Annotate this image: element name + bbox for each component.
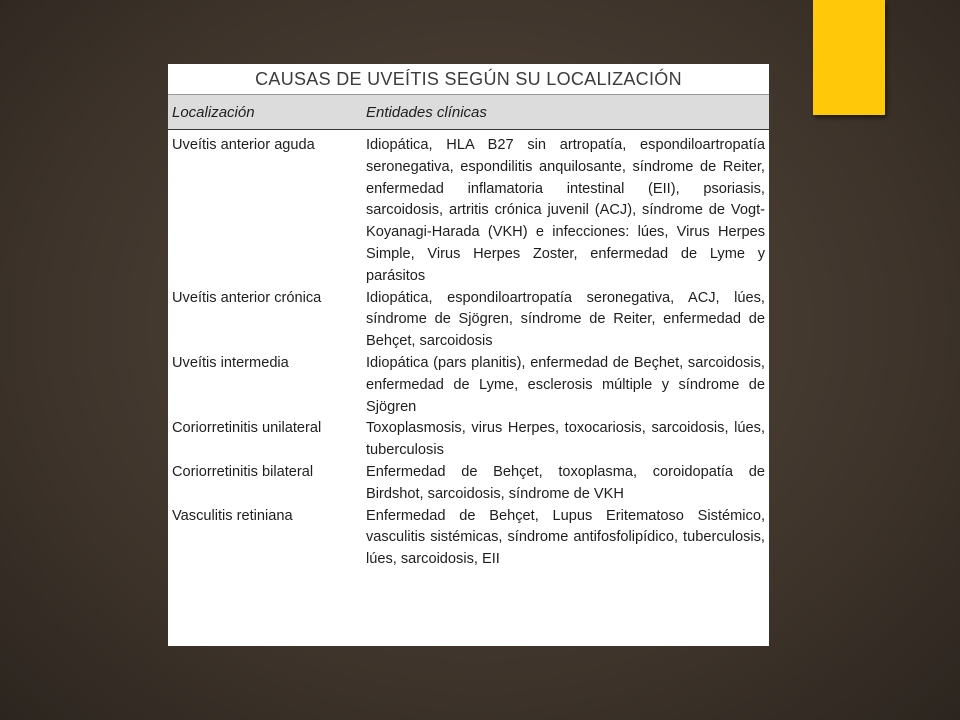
- accent-block: [813, 0, 885, 115]
- header-entities: Entidades clínicas: [366, 103, 487, 121]
- row-entities: Idiopática, espondiloartropatía seronegativa, ACJ, lúes, síndrome de Sjögren, síndrome de Reiter, enfermedad de Behçet, sarcoidosis: [366, 289, 765, 350]
- row-location: Uveítis intermedia: [172, 354, 289, 371]
- row-entities: Idiopática, HLA B27 sin artropatía, espondiloartropatía seronegativa, espondilitis anquilosante, síndrome de Reiter, enfermedad inflamatoria intestinal (EII), psoriasis, sarcoidosis, artritis crónica juvenil (ACJ), síndrome de Vogt-Koyanagi-Harada (VKH) e infecciones: lúes, Virus Herpes Simple, Virus Herpes Zoster, enfermedad de Lyme y parásitos: [366, 137, 765, 284]
- table-title: CAUSAS DE UVEÍTIS SEGÚN SU LOCALIZACIÓN: [168, 64, 769, 95]
- causes-table: [168, 64, 769, 646]
- row-entities: Enfermedad de Behçet, toxoplasma, coroidopatía de Birdshot, sarcoidosis, síndrome de VKH: [366, 463, 765, 502]
- table-row: [168, 353, 769, 418]
- row-entities: Toxoplasmosis, virus Herpes, toxocariosis, sarcoidosis, lúes, tuberculosis: [366, 420, 765, 459]
- row-location: Uveítis anterior crónica: [172, 289, 322, 306]
- row-entities: Enfermedad de Behçet, Lupus Eritematoso Sistémico, vasculitis sistémicas, síndrome antifosfolipídico, tuberculosis, lúes, sarcoidosis, EII: [366, 507, 765, 568]
- row-entities: Idiopática (pars planitis), enfermedad de Beçhet, sarcoidosis, enfermedad de Lyme, esclerosis múltiple y síndrome de Sjögren: [366, 354, 765, 415]
- table-body: [168, 130, 769, 571]
- table-row: [168, 135, 769, 288]
- table-row: [168, 506, 769, 571]
- table-row: [168, 462, 769, 506]
- row-location: Uveítis anterior aguda: [172, 137, 315, 153]
- row-location: Coriorretinitis unilateral: [172, 420, 322, 437]
- row-location: Coriorretinitis bilateral: [172, 463, 314, 480]
- table-header: [168, 95, 769, 130]
- table-row: [168, 288, 769, 353]
- table-row: [168, 418, 769, 462]
- header-location: Localización: [172, 103, 255, 121]
- row-location: Vasculitis retiniana: [172, 507, 293, 524]
